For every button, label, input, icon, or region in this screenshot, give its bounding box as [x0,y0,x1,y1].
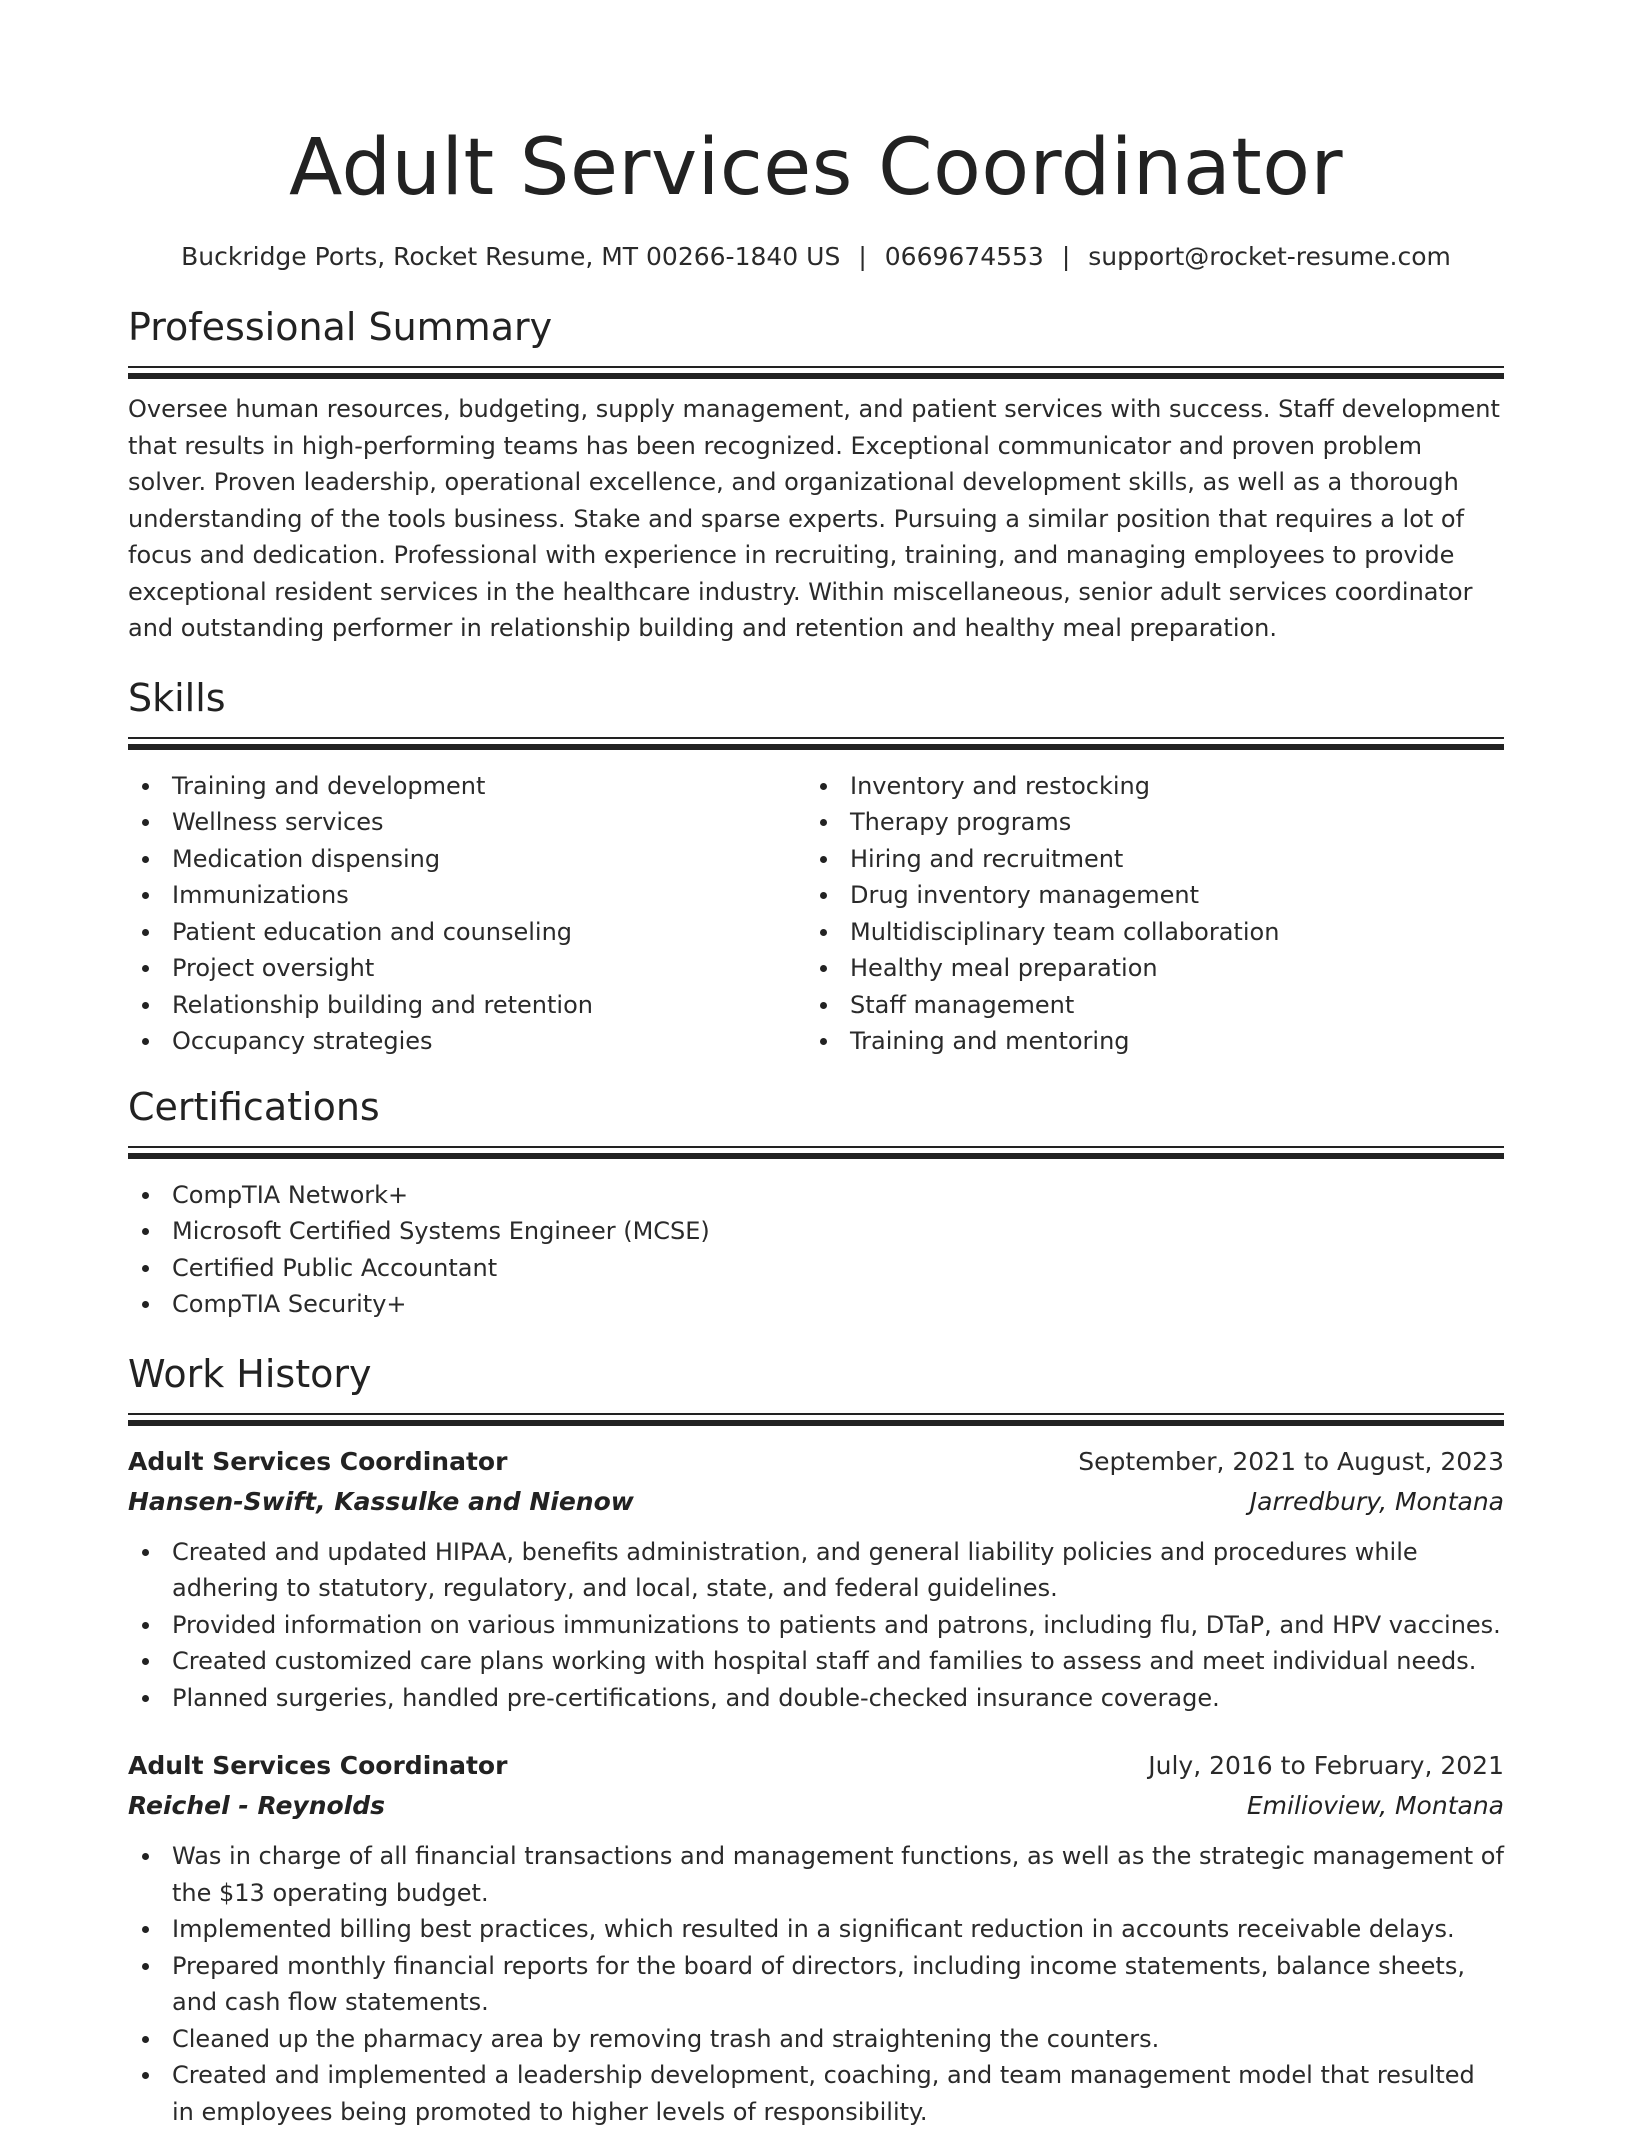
job-bullet: Created and updated HIPAA, benefits administration, and general liability policies and procedures while adhering to statutory, regulatory, and local, state, and federal guidelines. [128,1534,1504,1607]
skill-item: Training and development [128,768,806,805]
job-bullet: Created customized care plans working with hospital staff and families to assess and meet individual needs. [128,1643,1504,1680]
contact-separator: | [858,242,866,271]
job-header [128,1442,1504,1482]
section-divider [128,737,1504,750]
job-location: Jarredbury, Montana [1250,1482,1504,1522]
certification-item: CompTIA Security+ [128,1286,1504,1323]
job-bullet: Planned surgeries, handled pre-certifications, and double-checked insurance coverage. [128,1680,1504,1717]
skill-item: Therapy programs [806,804,1484,841]
job-bullet: Implemented billing best practices, which resulted in a significant reduction in accounts receivable delays. [128,1911,1504,1948]
contact-address: Buckridge Ports, Rocket Resume, MT 00266-1840 US [181,242,840,271]
job-dates: July, 2016 to February, 2021 [1148,1746,1504,1786]
skill-item: Medication dispensing [128,841,806,878]
candidate-name: Adult Services Coordinator [128,0,1504,218]
certification-item: Microsoft Certified Systems Engineer (MCSE) [128,1213,1504,1250]
skill-item: Patient education and counseling [128,914,806,951]
job-bullet: Provided information on various immunizations to patients and patrons, including flu, DTaP, and HPV vaccines. [128,1607,1504,1644]
section-title-skills: Skills [128,675,1504,721]
job-title: Adult Services Coordinator [128,1442,507,1482]
skills-list-left [128,768,806,1060]
section-title-work-history: Work History [128,1351,1504,1397]
job-bullet: Was in charge of all financial transactions and management functions, as well as the strategic management of the $13 operating budget. [128,1838,1504,1911]
job-bullets [128,1838,1504,2130]
skills-list-right [806,768,1484,1060]
section-title-certifications: Certifications [128,1084,1504,1130]
section-title-summary: Professional Summary [128,304,1504,350]
job-subheader [128,1786,1504,1826]
job-header [128,1746,1504,1786]
job-bullets [128,1534,1504,1717]
job-dates: September, 2021 to August, 2023 [1078,1442,1504,1482]
work-history-section [128,1351,1504,2130]
skill-item: Multidisciplinary team collaboration [806,914,1484,951]
skill-item: Healthy meal preparation [806,950,1484,987]
skill-item: Staff management [806,987,1484,1024]
section-divider [128,1146,1504,1159]
job-bullet: Prepared monthly financial reports for the board of directors, including income statements, balance sheets, and cash flow statements. [128,1948,1504,2021]
skill-item: Wellness services [128,804,806,841]
skill-item: Occupancy strategies [128,1023,806,1060]
skill-item: Immunizations [128,877,806,914]
job-company: Reichel - Reynolds [128,1786,385,1826]
skills-columns [128,768,1504,1060]
job-title: Adult Services Coordinator [128,1746,507,1786]
skill-item: Training and mentoring [806,1023,1484,1060]
certification-item: CompTIA Network+ [128,1177,1504,1214]
job-subheader [128,1482,1504,1522]
job-entry [128,1746,1504,2130]
job-bullet: Created and implemented a leadership development, coaching, and team management model that resulted in employees being promoted to higher levels of responsibility. [128,2057,1504,2130]
section-divider [128,366,1504,379]
job-entry [128,1442,1504,1717]
job-location: Emilioview, Montana [1247,1786,1504,1826]
skills-section [128,675,1504,1060]
contact-phone: 0669674553 [885,242,1044,271]
certifications-section [128,1084,1504,1323]
skill-item: Inventory and restocking [806,768,1484,805]
section-divider [128,1413,1504,1426]
skill-item: Drug inventory management [806,877,1484,914]
skill-item: Relationship building and retention [128,987,806,1024]
skill-item: Hiring and recruitment [806,841,1484,878]
skill-item: Project oversight [128,950,806,987]
job-company: Hansen-Swift, Kassulke and Nienow [128,1482,634,1522]
resume-page [128,0,1504,2130]
contact-separator: | [1062,242,1070,271]
certifications-list [128,1177,1504,1323]
contact-line [128,240,1504,274]
certification-item: Certified Public Accountant [128,1250,1504,1287]
summary-text: Oversee human resources, budgeting, supply management, and patient services with success. Staff development that results in high-performing teams has been recognized. Exceptional communicator and proven problem solver. Proven leadership, operational excellence, and organizational development skills, as well as a thorough understanding of the tools business. Stake and sparse experts. Pursuing a similar position that requires a lot of focus and dedication. Professional with experience in recruiting, training, and managing employees to provide exceptional resident services in the healthcare industry. Within miscellaneous, senior adult services coordinator and outstanding performer in relationship building and retention and healthy meal preparation. [128,391,1504,647]
summary-section [128,304,1504,647]
contact-email: support@rocket-resume.com [1088,242,1451,271]
job-bullet: Cleaned up the pharmacy area by removing trash and straightening the counters. [128,2021,1504,2058]
